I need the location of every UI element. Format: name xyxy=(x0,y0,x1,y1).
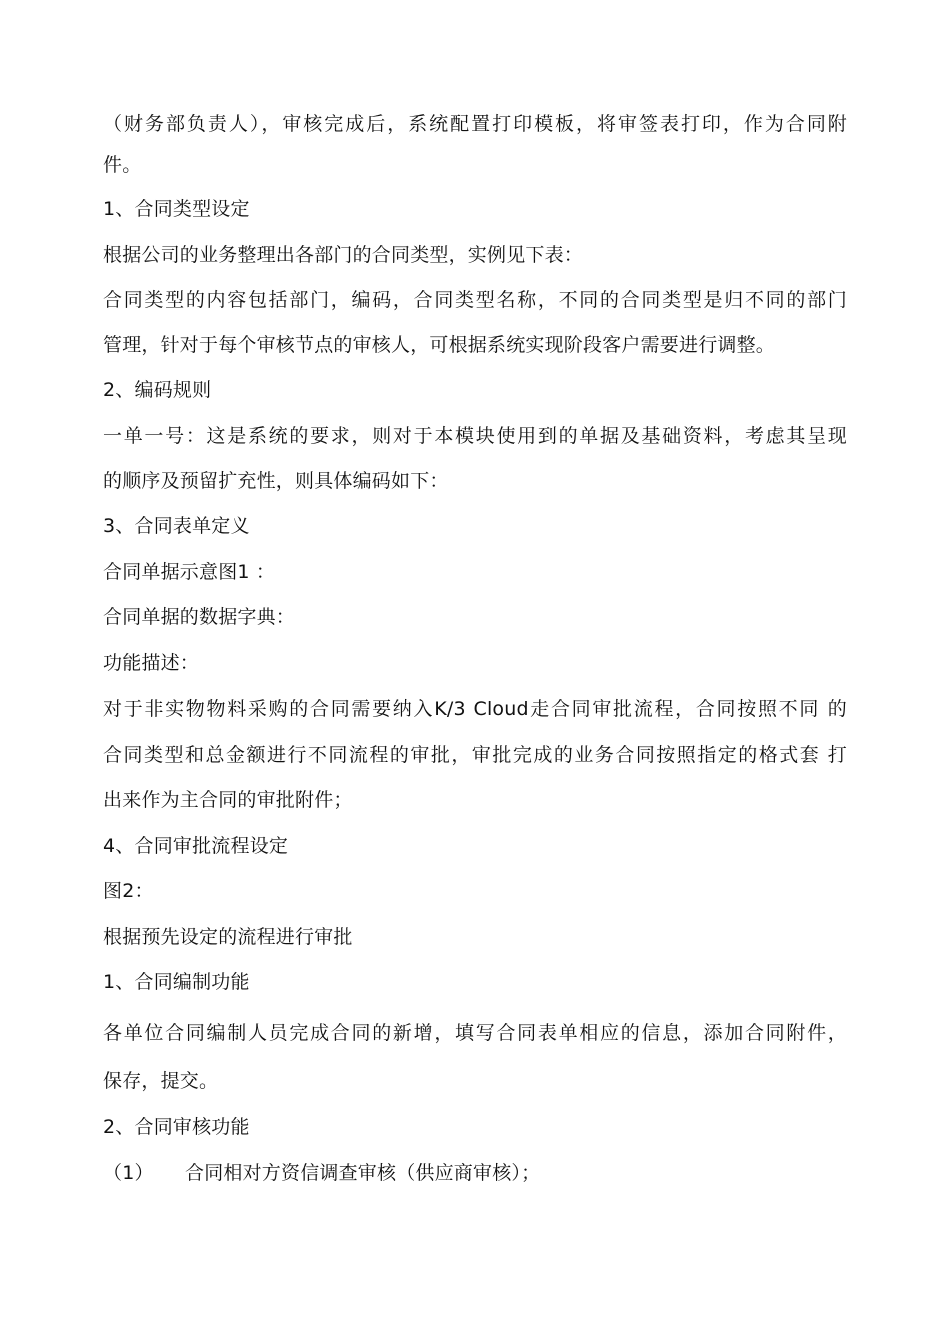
text-line: 管理，针对于每个审核节点的审核人，可根据系统实现阶段客户需要进行调整。 xyxy=(103,334,776,356)
section-heading: 4、合同审批流程设定 xyxy=(103,835,289,857)
figure-label: 图2： xyxy=(103,880,154,902)
text-line: 出来作为主合同的审批附件； xyxy=(103,789,353,811)
text-line: 合同类型和总金额进行不同流程的审批，审批完成的业务合同按照指定的格式套 打 xyxy=(103,744,847,766)
list-item-label: （1） xyxy=(103,1162,154,1184)
text-line: 合同单据的数据字典： xyxy=(103,606,296,628)
section-heading: 1、合同类型设定 xyxy=(103,198,250,220)
text-line: 的顺序及预留扩充性，则具体编码如下： xyxy=(103,470,449,492)
section-heading: 1、合同编制功能 xyxy=(103,971,250,993)
section-heading: 2、编码规则 xyxy=(103,379,212,401)
list-item-text: 合同相对方资信调查审核（供应商审核）； xyxy=(185,1162,541,1184)
section-heading: 2、合同审核功能 xyxy=(103,1116,250,1138)
text-line: 合同类型的内容包括部门，编码，合同类型名称，不同的合同类型是归不同的部门 xyxy=(103,289,847,311)
list-item xyxy=(103,1160,540,1186)
text-line: 根据公司的业务整理出各部门的合同类型，实例见下表： xyxy=(103,244,584,266)
text-line: 功能描述： xyxy=(103,652,200,674)
text-line: 保存，提交。 xyxy=(103,1070,219,1092)
text-line: 根据预先设定的流程进行审批 xyxy=(103,926,353,948)
text-line: 对于非实物物料采购的合同需要纳入K/3 Cloud走合同审批流程，合同按照不同 的 xyxy=(103,698,847,720)
section-heading: 3、合同表单定义 xyxy=(103,515,250,537)
text-line: 各单位合同编制人员完成合同的新增，填写合同表单相应的信息，添加合同附件， xyxy=(103,1022,847,1044)
text-line: 件。 xyxy=(103,154,142,176)
text-line: （财务部负责人），审核完成后，系统配置打印模板，将审签表打印，作为合同附 xyxy=(103,113,847,135)
text-line: 合同单据示意图1 ： xyxy=(103,561,276,583)
text-line: 一单一号：这是系统的要求，则对于本模块使用到的单据及基础资料，考虑其呈现 xyxy=(103,425,847,447)
